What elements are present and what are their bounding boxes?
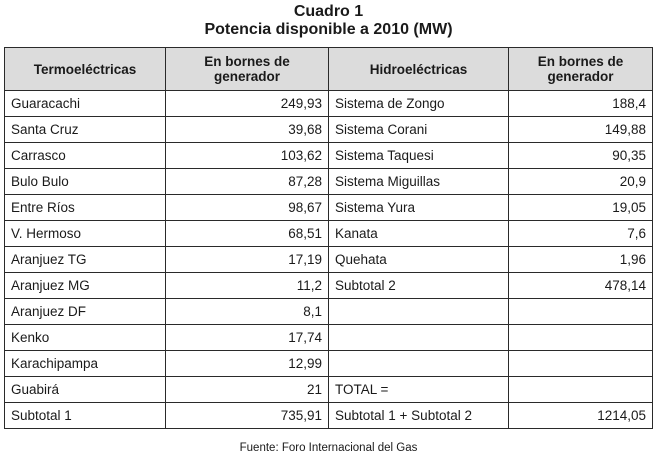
- table-row: [5, 273, 653, 299]
- hydro-plant-cell: Sistema Taquesi: [329, 143, 509, 169]
- header-thermal-generator-terminals: En bornes de generador: [166, 48, 329, 91]
- hydro-power-cell: 188,4: [509, 91, 653, 117]
- hydro-power-cell: 1214,05: [509, 403, 653, 429]
- thermal-power-cell: 103,62: [166, 143, 329, 169]
- table-row: [5, 169, 653, 195]
- thermal-plant-cell: Aranjuez TG: [5, 247, 166, 273]
- header-row: [5, 48, 653, 91]
- table-caption-title: Potencia disponible a 2010 (MW): [204, 21, 453, 38]
- thermal-power-cell: 98,67: [166, 195, 329, 221]
- hydro-plant-cell: Sistema Yura: [329, 195, 509, 221]
- thermal-power-cell: 12,99: [166, 351, 329, 377]
- hydro-power-cell: 149,88: [509, 117, 653, 143]
- thermal-plant-cell: Guaracachi: [5, 91, 166, 117]
- thermal-plant-cell: Entre Ríos: [5, 195, 166, 221]
- hydro-power-cell: [509, 377, 653, 403]
- thermal-power-cell: 17,19: [166, 247, 329, 273]
- thermal-power-cell: 249,93: [166, 91, 329, 117]
- thermal-power-cell: 8,1: [166, 299, 329, 325]
- table-row: [5, 377, 653, 403]
- thermal-plant-cell: Aranjuez MG: [5, 273, 166, 299]
- hydro-power-cell: [509, 351, 653, 377]
- hydro-plant-cell: Sistema de Zongo: [329, 91, 509, 117]
- table-row: [5, 325, 653, 351]
- thermal-power-cell: 17,74: [166, 325, 329, 351]
- thermal-plant-cell: Guabirá: [5, 377, 166, 403]
- hydro-plant-cell: Sistema Corani: [329, 117, 509, 143]
- hydro-power-cell: [509, 325, 653, 351]
- thermal-power-cell: 87,28: [166, 169, 329, 195]
- table-row: [5, 91, 653, 117]
- hydro-plant-cell: Subtotal 2: [329, 273, 509, 299]
- hydro-plant-cell: Sistema Miguillas: [329, 169, 509, 195]
- table-caption-number: Cuadro 1: [293, 3, 364, 20]
- hydro-power-cell: 20,9: [509, 169, 653, 195]
- thermal-plant-cell: Santa Cruz: [5, 117, 166, 143]
- table-row: [5, 117, 653, 143]
- table-row: [5, 351, 653, 377]
- table-header: [5, 48, 653, 91]
- thermal-power-cell: 39,68: [166, 117, 329, 143]
- power-availability-table: [4, 47, 653, 429]
- hydro-plant-cell: Quehata: [329, 247, 509, 273]
- table-row: [5, 221, 653, 247]
- source-note: Fuente: Foro Internacional del Gas: [239, 442, 418, 454]
- thermal-plant-cell: Aranjuez DF: [5, 299, 166, 325]
- thermal-plant-cell: Bulo Bulo: [5, 169, 166, 195]
- hydro-power-cell: [509, 299, 653, 325]
- hydro-plant-cell: [329, 299, 509, 325]
- header-hydro: Hidroeléctricas: [329, 48, 509, 91]
- table-row: [5, 247, 653, 273]
- hydro-plant-cell: [329, 351, 509, 377]
- hydro-power-cell: 19,05: [509, 195, 653, 221]
- thermal-power-cell: 735,91: [166, 403, 329, 429]
- hydro-plant-cell: [329, 325, 509, 351]
- thermal-power-cell: 68,51: [166, 221, 329, 247]
- hydro-power-cell: 7,6: [509, 221, 653, 247]
- hydro-power-cell: 478,14: [509, 273, 653, 299]
- hydro-plant-cell: Subtotal 1 + Subtotal 2: [329, 403, 509, 429]
- table-row: [5, 143, 653, 169]
- thermal-plant-cell: Carrasco: [5, 143, 166, 169]
- header-hydro-generator-terminals: En bornes de generador: [509, 48, 653, 91]
- thermal-power-cell: 21: [166, 377, 329, 403]
- hydro-power-cell: 90,35: [509, 143, 653, 169]
- thermal-plant-cell: V. Hermoso: [5, 221, 166, 247]
- thermal-plant-cell: Karachipampa: [5, 351, 166, 377]
- hydro-power-cell: 1,96: [509, 247, 653, 273]
- thermal-power-cell: 11,2: [166, 273, 329, 299]
- table-row: [5, 403, 653, 429]
- thermal-plant-cell: Kenko: [5, 325, 166, 351]
- table-row: [5, 195, 653, 221]
- hydro-plant-cell: Kanata: [329, 221, 509, 247]
- header-thermal: Termoeléctricas: [5, 48, 166, 91]
- table-row: [5, 299, 653, 325]
- thermal-plant-cell: Subtotal 1: [5, 403, 166, 429]
- table-body: [5, 91, 653, 429]
- hydro-plant-cell: TOTAL =: [329, 377, 509, 403]
